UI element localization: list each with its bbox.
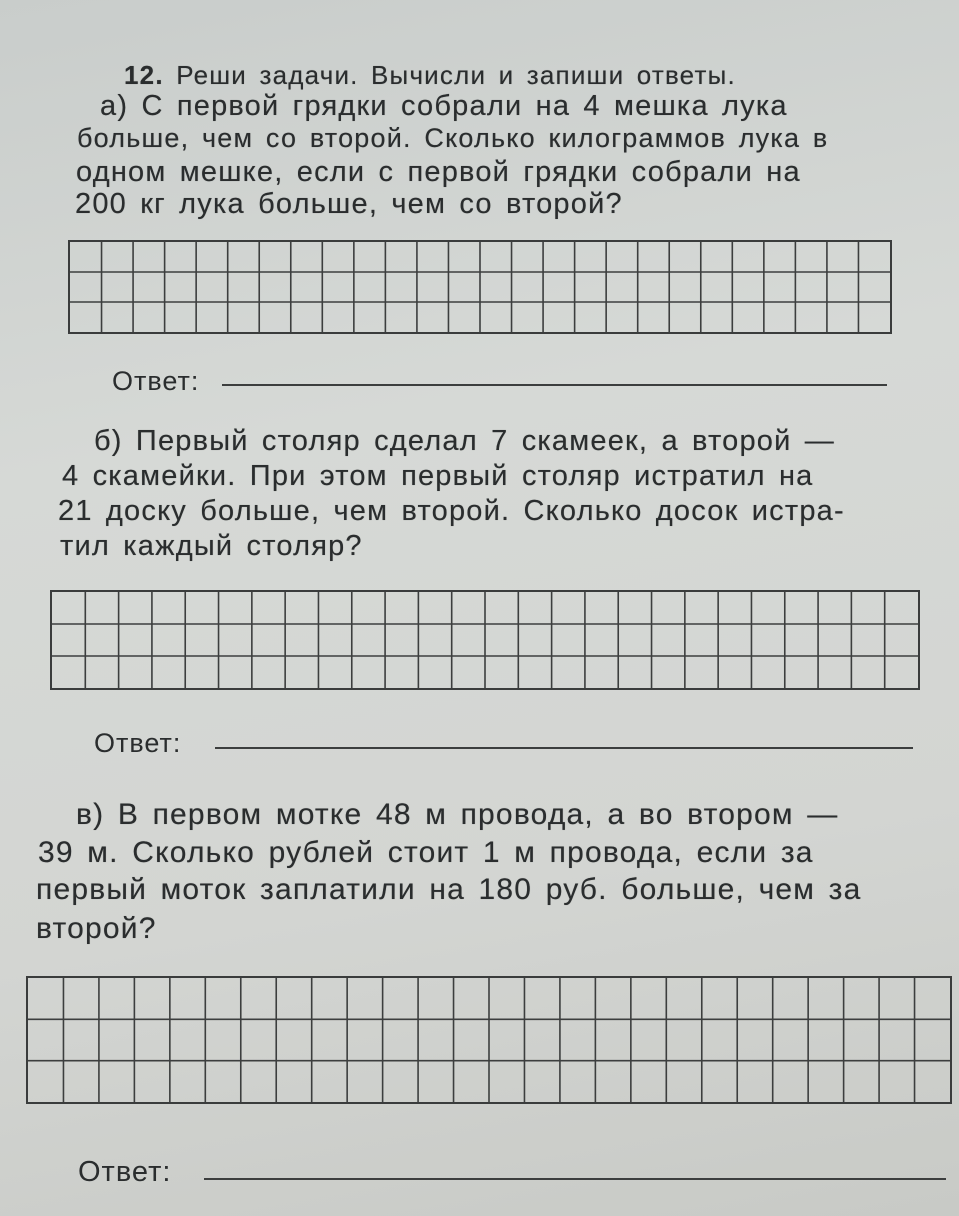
grid-lines-a bbox=[70, 242, 890, 332]
problem-a-line-2: больше, чем со второй. Сколько килограммов лука в bbox=[77, 123, 829, 153]
grid-lines-b bbox=[52, 592, 918, 688]
problem-a-line-1: а) С первой грядки собрали на 4 мешка лука bbox=[100, 90, 788, 122]
problem-c-line-3: первый моток заплатили на 180 руб. больше, чем за bbox=[36, 873, 862, 906]
problem-a-line-3: одном мешке, если с первой грядки собрали на bbox=[76, 156, 801, 188]
problem-b-line-4: тил каждый столяр? bbox=[60, 530, 363, 562]
task-number: 12. bbox=[124, 60, 164, 90]
answer-label-b: Ответ: bbox=[94, 728, 182, 758]
answer-line-c[interactable] bbox=[204, 1178, 946, 1180]
problem-c-line-2: 39 м. Сколько рублей стоит 1 м провода, если за bbox=[38, 836, 814, 869]
answer-grid-a[interactable] bbox=[68, 240, 892, 334]
answer-grid-c[interactable] bbox=[26, 976, 952, 1104]
answer-grid-b[interactable] bbox=[50, 590, 920, 690]
problem-b-line-3: 21 доску больше, чем второй. Сколько досок истра- bbox=[58, 495, 845, 527]
problem-a-line-4: 200 кг лука больше, чем со второй? bbox=[75, 188, 623, 220]
problem-b-line-1: б) Первый столяр сделал 7 скамеек, а второй — bbox=[94, 425, 835, 457]
grid-lines-c bbox=[28, 978, 950, 1102]
answer-label-a: Ответ: bbox=[112, 366, 200, 396]
answer-label-c: Ответ: bbox=[78, 1156, 172, 1188]
task-heading bbox=[124, 60, 736, 91]
problem-c-line-4: второй? bbox=[36, 912, 157, 945]
problem-b-line-2: 4 скамейки. При этом первый столяр истратил на bbox=[62, 460, 814, 492]
problem-c-line-1: в) В первом мотке 48 м провода, а во втором — bbox=[76, 798, 839, 831]
task-instruction: Реши задачи. Вычисли и запиши ответы. bbox=[176, 60, 736, 90]
answer-line-a[interactable] bbox=[222, 384, 887, 386]
answer-line-b[interactable] bbox=[215, 747, 913, 749]
